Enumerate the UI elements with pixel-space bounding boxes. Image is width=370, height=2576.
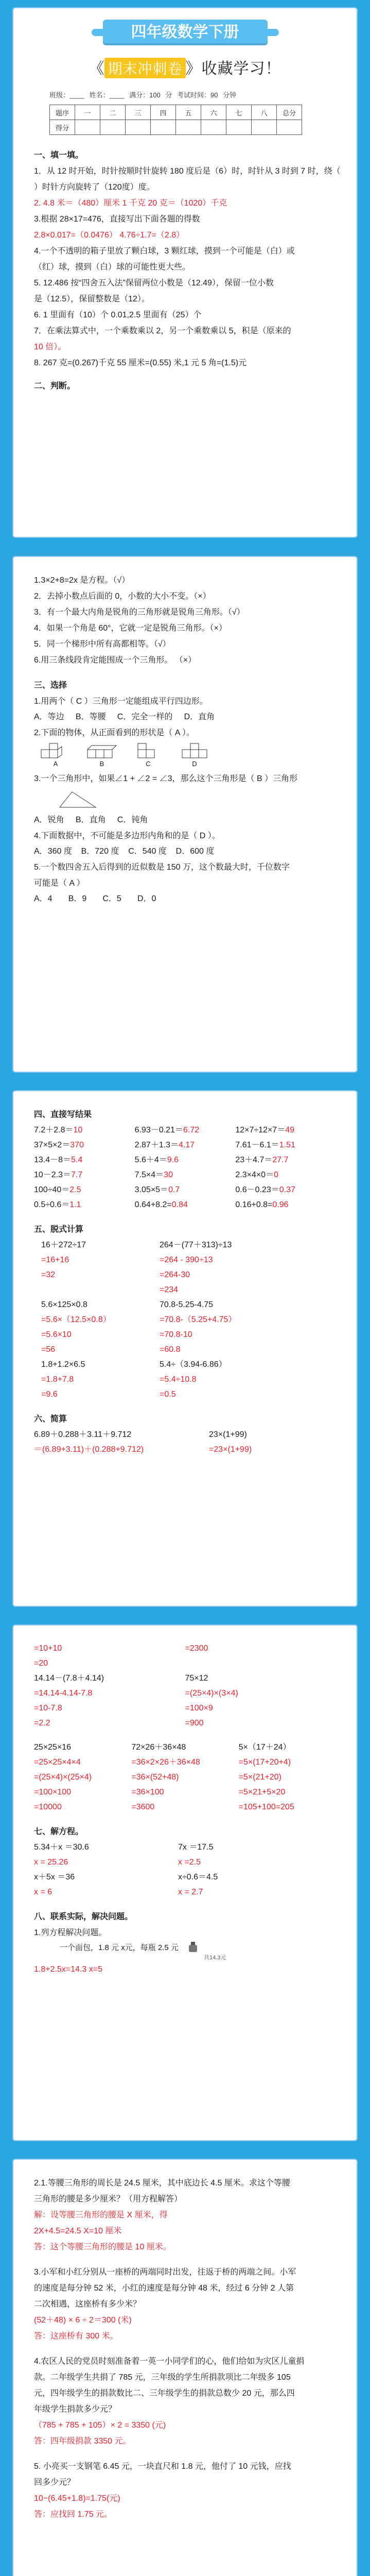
triangle-figure bbox=[55, 789, 336, 809]
judge-item-3: 3．有一个最大内角是锐角的三角形就是锐角三角形。（√） bbox=[34, 608, 245, 617]
equation-cell: x =2.5 bbox=[178, 1858, 201, 1867]
word-problem-3c: 元，四年级学生的捐款数比二、三年级学生的捐款总数少 20 元，那么四 bbox=[34, 2389, 295, 2398]
word-problem-1b: 三角形的腰是多少厘米？（用方程解答） bbox=[34, 2195, 183, 2204]
choice-question-2: 2.下面的物体，从正面看到的形状是（ A ）。 bbox=[34, 728, 195, 737]
direct-calc-cell: 37×5×2＝370 bbox=[34, 1141, 84, 1149]
simplify-cont-2-cell: 25×25×16 bbox=[34, 1743, 72, 1752]
stepwise-cell: =0.5 bbox=[160, 1390, 176, 1399]
cube-stack-a-icon: A bbox=[40, 742, 71, 768]
choice-question-5: 5.一个数四舍五入后得到的近似数是 150 万，这个数最大时，千位数字 bbox=[34, 863, 290, 872]
direct-calc-row bbox=[34, 1123, 336, 1138]
stepwise-cell: =264 - 390÷13 bbox=[160, 1256, 213, 1264]
stepwise-row bbox=[34, 1357, 336, 1372]
simplify-cont-1-cell: =(25×4)×(3×4) bbox=[185, 1689, 238, 1698]
question-fill-8: 8. 267 克=(0.267)千克 55 厘米=(0.55) 米,1 元 5 角=(1.5)元 bbox=[34, 359, 247, 367]
word-problem-4: 5. 小亮买一支钢笔 6.45 元，一块直尺和 1.8 元，他付了 10 元钱，应找 bbox=[34, 2462, 291, 2471]
stepwise-cell: =56 bbox=[41, 1345, 56, 1354]
equation-cell: x÷0.6＝4.5 bbox=[178, 1873, 218, 1882]
simplify-row-1: 6.89＋0.288＋3.11＋9.712 23×(1+99) bbox=[34, 1430, 247, 1439]
section-heading-fill: 一、填一填。 bbox=[34, 151, 84, 160]
panel-5 bbox=[12, 2159, 358, 2576]
stepwise-cell: 70.8-5.25-4.75 bbox=[160, 1300, 214, 1309]
section-heading-practical: 八、联系实际，解决问题。 bbox=[34, 1912, 133, 1921]
equation-row bbox=[34, 1870, 336, 1885]
subtitle-highlight: 期末冲刺卷 bbox=[104, 58, 185, 78]
word-problem-1: 2.1.等腰三角形的周长是 24.5 厘米，其中底边长 4.5 厘米。求这个等腰 bbox=[34, 2179, 290, 2188]
choice-question-4: 4.下面数据中，不可能是多边形内角和的是（ D ）。 bbox=[34, 832, 220, 840]
direct-calc-cell: 13.4－8＝5.4 bbox=[34, 1156, 83, 1164]
judge-item-1: 1.3×2+8=2x 是方程。（√） bbox=[34, 576, 130, 585]
simplify-cont-2-cell: =100×100 bbox=[34, 1788, 72, 1797]
simplify-cont-1-row bbox=[34, 1701, 336, 1716]
stepwise-cell: 5.4÷（3.94-6.86） bbox=[160, 1360, 227, 1369]
word-answer-3: （785 + 785 + 105）× 2 = 3350 (元) bbox=[34, 2421, 166, 2430]
stepwise-row bbox=[34, 1252, 336, 1267]
question-fill-4: 4.一个不透明的箱子里放了颗白球，3 颗红球，摸到一个可能是（白）或 bbox=[34, 247, 295, 256]
word-problem-4b: 回多少元？ bbox=[34, 2478, 76, 2487]
stepwise-cell: 264－(77＋313)÷13 bbox=[160, 1241, 232, 1249]
equation-cell: x = 2.7 bbox=[178, 1888, 203, 1896]
stepwise-cell: =9.6 bbox=[41, 1390, 58, 1399]
choice-question-1: 1.用两个（ C ）三角形一定能组成平行四边形。 bbox=[34, 697, 208, 706]
direct-calc-cell: 0.16+0.8=0.96 bbox=[235, 1200, 289, 1209]
section-heading-choice: 三、选择 bbox=[34, 681, 67, 690]
direct-calc-cell: 0.64+8.2=0.84 bbox=[134, 1200, 188, 1209]
simplify-cont-1-cell: =14.14-4.14-7.8 bbox=[34, 1689, 93, 1698]
choice-options-4: A．360 度 B．720 度 C．540 度 D．600 度 bbox=[34, 847, 215, 856]
question-fill-1b: ）时针方向旋转了（120度）度。 bbox=[34, 183, 155, 192]
stepwise-row bbox=[34, 1238, 336, 1252]
judge-item-6: 6.用三条线段肯定能围成一个三角形。 （×） bbox=[34, 656, 197, 665]
choice-question-3: 3.一个三角形中，如果∠1 + ∠2 = ∠3，那么这个三角形是（ B ）三角形 bbox=[34, 774, 298, 783]
word-answer-3b: 答：四年级捐款 3350 元。 bbox=[34, 2437, 131, 2446]
judge-item-5: 5．同一个梯形中所有高都相等。（√） bbox=[34, 640, 171, 649]
simplify-cont-1-row bbox=[34, 1641, 336, 1656]
stepwise-cell: =70.8-10 bbox=[160, 1330, 192, 1339]
stepwise-cell bbox=[41, 1282, 160, 1297]
simplify-cont-1-cell: =900 bbox=[185, 1719, 204, 1727]
simplify-cont-2-row bbox=[34, 1770, 336, 1785]
question-fill-3b: 2.8×0.017=（0.0476） 4.76÷1.7=（2.8） bbox=[34, 231, 185, 240]
subtitle: 《 期末冲刺卷 》收藏学习！ bbox=[34, 56, 336, 78]
cube-stack-c-icon: C bbox=[133, 742, 164, 768]
section-heading-direct: 四、直接写结果 bbox=[34, 1110, 92, 1119]
direct-calc-cell: 3.05×5＝0.7 bbox=[134, 1185, 180, 1194]
judge-item-4: 4．如果一个角是 60°，它就一定是锐角三角形。（×） bbox=[34, 624, 227, 633]
equation-row bbox=[34, 1885, 336, 1900]
choice-options-1: A．等边 B．等腰 C．完全一样的 D．直角 bbox=[34, 713, 215, 721]
panel-2 bbox=[12, 556, 358, 1073]
stepwise-cell: =1.8+7.8 bbox=[41, 1375, 74, 1384]
practical-problem-1: 1.列方程解决问题。 bbox=[34, 1928, 107, 1937]
stepwise-calc-grid bbox=[34, 1238, 336, 1402]
direct-calc-grid bbox=[34, 1123, 336, 1212]
question-fill-3: 3.根据 28×17=476，直接写出下面各题的得数 bbox=[34, 215, 200, 224]
simplify-cont-2-cell: =105+100=205 bbox=[238, 1803, 294, 1811]
simplify-cont-2-cell: =5×(21+20) bbox=[238, 1773, 281, 1782]
simplify-cont-2-cell: =10000 bbox=[34, 1803, 62, 1811]
score-table-score-row: 得分 bbox=[50, 120, 302, 135]
stepwise-row bbox=[34, 1267, 336, 1282]
simplify-cont-1-row bbox=[34, 1656, 336, 1671]
simplify-cont-1-cell: =20 bbox=[34, 1659, 48, 1668]
word-answer-1b: 2X+4.5=24.5 X=10 厘米 bbox=[34, 2227, 122, 2235]
section-heading-stepwise: 五、脱式计算 bbox=[34, 1225, 84, 1234]
word-answer-1c: 答：这个等腰三角形的腰是 10 厘米。 bbox=[34, 2243, 171, 2251]
stepwise-row bbox=[34, 1297, 336, 1312]
choice-options-5: A．4 B．9 C．5 D．0 bbox=[34, 894, 156, 903]
equation-grid bbox=[34, 1840, 336, 1900]
judge-item-2: 2．去掉小数点后面的 0，小数的大小不变。（×） bbox=[34, 592, 211, 601]
word-answer-2b: 答：这座桥有 300 米。 bbox=[34, 2332, 118, 2341]
stepwise-cell: =264-30 bbox=[160, 1270, 190, 1279]
simplify-cont-2-cell: =36×100 bbox=[131, 1788, 164, 1797]
simplify-cont-1-cell bbox=[185, 1656, 337, 1671]
simplify-cont-1-cell: =2.2 bbox=[34, 1719, 50, 1727]
stepwise-row bbox=[34, 1327, 336, 1342]
direct-calc-cell: 7.5×4＝30 bbox=[134, 1171, 173, 1179]
cube-stack-b-icon: B bbox=[86, 742, 117, 768]
choice-options-3: A．锐角 B．直角 C．钝角 bbox=[34, 816, 148, 824]
simplify-cont-1-cell: =10-7.8 bbox=[34, 1704, 62, 1713]
simplify-cont-2-row bbox=[34, 1785, 336, 1800]
question-fill-1: 1．从 12 时开始，时针按顺时针旋转 180 度后是（6）时，时针从 3 时到 7 时，绕（ bbox=[34, 167, 341, 176]
score-table bbox=[49, 105, 302, 135]
equation-cell: x = 6 bbox=[34, 1888, 52, 1896]
choice-question-5b: 可能是（ A ） bbox=[34, 879, 85, 888]
stepwise-cell: =5.6×（12.5×0.8） bbox=[41, 1315, 111, 1324]
page-title: 四年级数学下册 bbox=[103, 20, 268, 45]
simplify-cont-2-row bbox=[34, 1740, 336, 1755]
direct-calc-row bbox=[34, 1197, 336, 1212]
direct-calc-cell: 100÷40＝2.5 bbox=[34, 1185, 81, 1194]
simplify-cont-grid-1 bbox=[34, 1641, 336, 1731]
simplify-row-2: ＝(6.89+3.11)＋(0.288+9.712) =23×(1+99) bbox=[34, 1445, 252, 1454]
panel-1 bbox=[12, 7, 358, 538]
simplify-cont-2-cell: =36×2×26＋36×48 bbox=[131, 1758, 200, 1767]
stepwise-cell: 1.8+1.2×6.5 bbox=[41, 1360, 85, 1369]
score-table-header-row: 题序 一 二 三 四 五 六 七 八 总分 bbox=[50, 105, 302, 120]
stepwise-cell: =70.8-（5.25+4.75） bbox=[160, 1315, 237, 1324]
student-info-line: 班级：____ 姓名：____ 满分：100 分 考试时间：90 分钟 bbox=[49, 91, 237, 99]
simplify-cont-2-cell: =5×21+5×20 bbox=[238, 1788, 286, 1797]
equation-cell: 7x ＝17.5 bbox=[178, 1843, 214, 1852]
panel-3 bbox=[12, 1090, 358, 1607]
simplify-cont-2-row bbox=[34, 1755, 336, 1770]
cube-stack-d-icon: D bbox=[179, 742, 210, 768]
stepwise-row bbox=[34, 1282, 336, 1297]
simplify-cont-2-cell: 72×26＋36×48 bbox=[131, 1743, 186, 1752]
direct-calc-cell: 2.3×4×0＝0 bbox=[235, 1171, 278, 1179]
direct-calc-row bbox=[34, 1167, 336, 1182]
simplify-cont-2-cell: =5×(17+20+4) bbox=[238, 1758, 291, 1767]
simplify-cont-1-row bbox=[34, 1686, 336, 1701]
direct-calc-cell: 7.61－6.1＝1.51 bbox=[235, 1141, 295, 1149]
stepwise-cell: 5.6×125×0.8 bbox=[41, 1300, 87, 1309]
question-fill-7b: 10 倍）。 bbox=[34, 343, 66, 351]
question-fill-5: 5. 12.486 按“四舍五入法”保留两位小数是（12.49），保留一位小数 bbox=[34, 279, 274, 287]
simplify-cont-1-cell: =100×9 bbox=[185, 1704, 213, 1713]
direct-calc-cell: 12×7÷12×7＝49 bbox=[235, 1126, 295, 1134]
equation-row bbox=[34, 1840, 336, 1855]
practical-caption: 共14.3元 bbox=[204, 1955, 226, 1961]
direct-calc-cell: 23＋4.7＝27.7 bbox=[235, 1156, 289, 1164]
stepwise-row bbox=[34, 1387, 336, 1402]
choice-images-2 bbox=[40, 744, 336, 768]
simplify-cont-1-cell: =10+10 bbox=[34, 1644, 62, 1653]
stepwise-cell: =5.4÷10.8 bbox=[160, 1375, 197, 1384]
equation-row bbox=[34, 1855, 336, 1870]
practical-figure-row: 一个面包，1.8 元 x元，每瓶 2.5 元 bbox=[60, 1941, 336, 1953]
direct-calc-cell: 10－2.3＝7.7 bbox=[34, 1171, 83, 1179]
question-fill-4b: （红）球，摸到（白）球的可能性更大些。 bbox=[34, 263, 191, 272]
bottle-icon bbox=[186, 1941, 201, 1953]
direct-calc-row bbox=[34, 1153, 336, 1167]
word-problem-2c: 二次相遇，这座桥有多少米？ bbox=[34, 2300, 142, 2309]
simplify-cont-2-cell: =3600 bbox=[131, 1803, 155, 1811]
question-fill-2: 2. 4.8 米＝（480）厘米 1 千克 20 克＝（1020）千克 bbox=[34, 199, 227, 208]
simplify-cont-2-cell: =36×(52+48) bbox=[131, 1773, 179, 1782]
word-problem-2: 3.小军和小红分别从一座桥的两端同时出发，往返于桥的两端之间。小军 bbox=[34, 2268, 296, 2277]
simplify-cont-1-cell: =2300 bbox=[185, 1644, 208, 1653]
question-fill-6: 6. 1 里面有（10）个 0.01,2.5 里面有（25）个 bbox=[34, 311, 202, 319]
simplify-cont-1-row bbox=[34, 1716, 336, 1731]
stepwise-row bbox=[34, 1342, 336, 1357]
question-fill-5b: 是（12.5），保留整数是（12）。 bbox=[34, 295, 150, 303]
practical-answer-1: 1.8+2.5x=14.3 x=5 bbox=[34, 1965, 102, 1974]
word-answer-1: 解：设等腰三角形的腰是 X 厘米，得 bbox=[34, 2211, 168, 2219]
direct-calc-cell: 2.87＋1.3＝4.17 bbox=[134, 1141, 195, 1149]
section-heading-simplify: 六、简算 bbox=[34, 1415, 67, 1423]
triangle-icon bbox=[55, 789, 101, 809]
section-heading-equation: 七、解方程。 bbox=[34, 1827, 84, 1836]
direct-calc-cell: 0.6－0.23＝0.37 bbox=[235, 1185, 295, 1194]
stepwise-cell: 16＋272÷17 bbox=[41, 1241, 86, 1249]
word-problem-3d: 年级学生捐款多少元？ bbox=[34, 2405, 117, 2414]
simplify-cont-2-cell: =(25×4)×(25×4) bbox=[34, 1773, 92, 1782]
direct-calc-cell: 0.5÷0.6＝1.1 bbox=[34, 1200, 81, 1209]
simplify-cont-1-cell: 75×12 bbox=[185, 1674, 208, 1683]
simplify-cont-1-cell: 14.14－(7.8＋4.14) bbox=[34, 1674, 104, 1683]
direct-calc-cell: 6.93－0.21＝6.72 bbox=[134, 1126, 200, 1134]
word-problem-2b: 的速度是每分钟 52 米，小红的速度是每分钟 48 米，经过 6 分钟 2 人第 bbox=[34, 2284, 294, 2293]
direct-calc-cell: 7.2＋2.8＝10 bbox=[34, 1126, 83, 1134]
word-answer-4b: 答：应找回 1.75 元。 bbox=[34, 2510, 113, 2519]
simplify-cont-1-row bbox=[34, 1671, 336, 1686]
stepwise-row bbox=[34, 1312, 336, 1327]
simplify-cont-2-row bbox=[34, 1800, 336, 1815]
word-problem-3b: 款。二年级学生共捐了 785 元，三年级的学生所捐款项比二年级多 105 bbox=[34, 2373, 291, 2382]
equation-cell: x = 25.26 bbox=[34, 1858, 68, 1867]
word-problem-3: 4.农区人民的党员时刻准备着一英一小同学们的心，他们给如为灾区儿童捐 bbox=[34, 2357, 305, 2366]
stepwise-cell: =16+16 bbox=[41, 1256, 69, 1264]
panel-4 bbox=[12, 1624, 358, 2141]
stepwise-cell: =5.6×10 bbox=[41, 1330, 72, 1339]
stepwise-row bbox=[34, 1372, 336, 1387]
stepwise-cell: =60.8 bbox=[160, 1345, 181, 1354]
question-fill-7: 7．在乘法算式中，一个乘数乘以 2，另一个乘数乘以 5，积是（原来的 bbox=[34, 327, 291, 335]
equation-cell: 5.34＋x ＝30.6 bbox=[34, 1843, 89, 1852]
word-answer-4: 10−(6.45+1.8)=1.75(元) bbox=[34, 2494, 120, 2503]
simplify-cont-2-cell: =25×25×4×4 bbox=[34, 1758, 81, 1767]
direct-calc-cell: 5.6＋4＝9.6 bbox=[134, 1156, 179, 1164]
direct-calc-row bbox=[34, 1182, 336, 1197]
equation-cell: x＋5x ＝36 bbox=[34, 1873, 75, 1882]
section-heading-judge: 二、判断。 bbox=[34, 382, 76, 391]
stepwise-cell: =32 bbox=[41, 1270, 56, 1279]
word-answer-2: (52＋48) × 6 ÷ 2＝300 (米) bbox=[34, 2316, 132, 2325]
direct-calc-row bbox=[34, 1138, 336, 1153]
stepwise-cell: =234 bbox=[160, 1285, 179, 1294]
simplify-cont-grid-2 bbox=[34, 1740, 336, 1815]
simplify-cont-2-cell: 5×（17＋24） bbox=[238, 1743, 291, 1752]
